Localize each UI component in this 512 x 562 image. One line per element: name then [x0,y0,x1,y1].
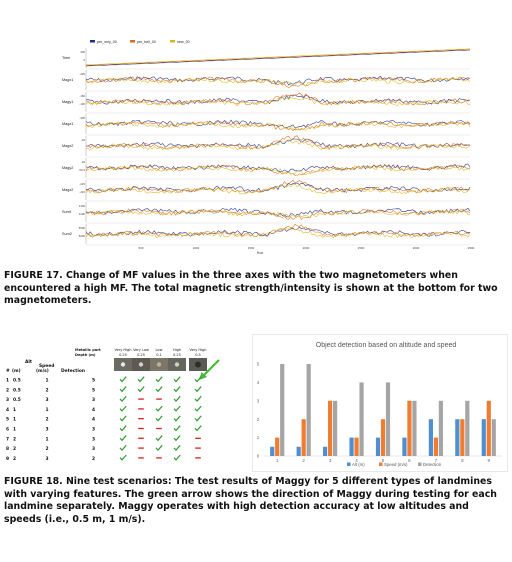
check-mark [120,445,126,450]
y-tick-label: 4 [256,380,260,385]
bar [297,447,301,456]
fig17-panel [62,136,470,157]
row-detection: 2 [91,456,95,462]
legend-label: Detection [423,461,442,467]
y-tick-label: 0 [256,453,260,459]
x-tick-label: 5 [381,458,385,463]
row-num: 9 [6,456,10,462]
legend-swatch [379,463,383,467]
x-tick-label: 9 [487,458,491,463]
check-mark [156,377,162,382]
landmine-type-label: Very Low [133,348,149,352]
panel-tick: 5000 [78,234,85,238]
header-speed-unit: (m/s) [36,369,49,374]
panel-label: Sum2 [62,232,72,236]
row-speed: 2 [45,417,49,423]
panel-label: Magx2 [62,144,74,148]
x-tick-label: 2 [302,458,305,463]
landmine-object [139,362,143,366]
bar [302,419,306,456]
panel-label: Time [62,56,71,60]
header-alt: Alt [25,360,33,365]
y-tick-label: 5 [256,361,260,367]
panel-tick: 5500 [78,226,85,230]
check-mark [174,455,180,460]
check-mark [120,406,126,411]
fig17-panel [62,48,470,69]
x-tick-label: 3000 [412,246,420,250]
landmine-type-label: Low [155,348,163,352]
row-alt: 1 [13,407,17,413]
trace-line [86,49,470,65]
check-mark [174,436,180,441]
check-mark [195,406,201,411]
x-tick-label: 6 [408,458,411,463]
panel-tick: 1400 [78,204,85,208]
bar [429,419,433,456]
check-mark [156,387,162,392]
legend-swatch [170,40,175,43]
bar [460,419,464,456]
panel-tick: 0 [83,58,85,62]
table-row [6,455,201,462]
bar [275,438,279,456]
bar [376,438,380,456]
bar [323,447,327,456]
row-num: 6 [6,427,10,433]
legend-label: new_00 [177,40,190,45]
x-tick-label: 3500 [467,246,475,250]
legend-swatch [418,463,422,467]
check-mark [156,416,162,421]
fig17-panel [62,114,470,135]
x-tick-label: 4 [355,458,358,463]
header-detection: Detection [61,369,86,374]
panel-label: Magx1 [62,78,74,82]
row-detection: 3 [91,398,95,404]
landmine-depth-label: 0.25 [173,353,181,357]
fig17-panel [62,202,470,223]
panel-label: Magz1 [62,122,74,126]
check-mark [138,377,144,382]
y-tick-label: 3 [256,398,260,404]
row-detection: 5 [91,388,95,394]
panel-label: Magz2 [62,188,74,192]
panel-tick: 200 [80,50,85,54]
row-alt: 2 [13,456,17,462]
header-alt-unit: (m) [12,369,21,374]
chart-title: Object detection based on altitude and speed [315,342,457,349]
trace-line [86,50,470,66]
row-detection: 3 [91,427,95,433]
table-row [6,416,201,423]
row-detection: 4 [91,407,95,413]
legend-swatch [90,40,95,43]
x-tick-label: 8 [461,458,464,463]
bar [407,401,411,456]
row-alt: 2 [13,437,17,443]
row-speed: 1 [45,437,49,443]
panel-tick: -190 [79,102,85,106]
header-num: # [6,369,10,374]
bar [482,419,486,456]
row-detection: 4 [91,417,95,423]
bar [465,401,469,456]
check-mark [120,436,126,441]
bar [439,401,443,456]
table-row [6,436,201,443]
panel-label: Sumf [62,210,71,214]
fig17-panel [62,224,470,245]
check-mark [120,387,126,392]
check-mark [174,426,180,431]
row-speed: 1 [45,378,49,384]
legend-label: per_bell_00 [137,40,156,45]
table-row [6,377,201,384]
check-mark [120,377,126,382]
landmine-depth-label: 0.1 [156,353,162,357]
landmine-object [121,362,125,366]
row-speed: 2 [45,447,49,453]
row-alt: 1 [13,417,17,423]
panel-tick: -305 [79,116,85,120]
x-tick-label: 500 [138,246,144,250]
panel-tick: -20 [80,138,85,142]
legend-swatch [347,463,351,467]
bar [354,438,358,456]
figure-18-results-table [5,347,245,487]
bar [328,401,332,456]
bar [455,419,459,456]
row-alt: 0.5 [13,398,21,404]
row-detection: 3 [91,447,95,453]
figure-18-bar-chart [252,334,508,472]
check-mark [156,406,162,411]
row-num: 8 [6,447,10,453]
fig17-panel [62,180,470,201]
trace-line [86,97,470,106]
legend-label: per_only_00 [97,40,117,45]
trace-line [86,49,470,65]
row-num: 2 [6,388,10,394]
table-row [6,445,201,452]
depth-header: Depth (m) [75,353,96,357]
landmine-object [157,362,161,366]
figure-18-caption: FIGURE 18. Nine test scenarios: The test results of Maggy for 5 different types of landmines with varying features. The green arrow shows the direction of Maggy during testing for each landmine separately. Maggy operates with high detection accuracy at low altitudes and speeds (i.e., 0.5 m, 1 m/s). [4,476,497,525]
check-mark [174,396,180,401]
check-mark [120,426,126,431]
bar [381,419,385,456]
y-tick-label: 1 [256,435,260,441]
bar [307,364,311,456]
row-speed: 3 [45,398,49,404]
row-alt: 2 [13,447,17,453]
row-detection: 3 [91,437,95,443]
landmine-type-label: Very High [189,348,207,352]
x-tick-label: 2000 [302,246,310,250]
landmine-object [175,362,179,366]
legend-label: Alt (m) [352,461,365,467]
trace-line [86,224,470,237]
check-mark [195,387,201,392]
bar [487,401,491,456]
panel-tick: 1200 [78,212,85,216]
trace-line [86,209,470,220]
header-speed: Speed [39,364,55,369]
table-row [6,387,201,394]
check-mark [174,416,180,421]
panel-tick: -215 [79,182,85,186]
panel-tick: -40 [80,160,85,164]
bar [270,447,274,456]
panel-tick: -210 [79,190,85,194]
landmine-type-label: Very High [114,348,132,352]
check-mark [120,455,126,460]
table-row [6,426,201,433]
check-mark [156,436,162,441]
landmine-type-label: High [172,348,182,352]
fig17-panel [62,92,470,113]
check-mark [174,387,180,392]
table-row [6,406,201,413]
figure-18-table-svg [5,347,245,487]
row-num: 3 [6,398,10,404]
table-row [6,396,201,403]
check-mark [174,406,180,411]
x-tick-label: 3 [328,458,332,463]
bar [402,438,406,456]
landmine-depth-label: 0.25 [119,353,127,357]
x-tick-label: 1000 [192,246,200,250]
check-mark [174,445,180,450]
figure-17-plot [60,37,475,259]
panel-tick: -235 [79,72,85,76]
row-num: 7 [6,437,10,443]
panel-tick: -50.5 [78,168,85,172]
x-tick-label: 2500 [357,246,365,250]
panel-label: Magy1 [62,100,74,104]
x-tick-label: 1 [275,458,279,463]
bar [412,401,416,456]
row-alt: 0.5 [13,378,21,384]
legend-label: Speed (m/s) [384,461,408,467]
fig17-legend [90,40,190,44]
bar [359,382,363,456]
bar [492,419,496,456]
panel-label: Magy2 [62,166,74,170]
x-tick-label: 7 [434,458,438,463]
row-num: 5 [6,417,10,423]
check-mark [120,396,126,401]
bar [280,364,284,456]
landmine-object [195,362,201,368]
bar [333,401,337,456]
fig17-x-axis [138,246,474,255]
x-axis-label: Row [256,251,264,255]
row-detection: 5 [91,378,95,384]
row-num: 4 [6,407,10,413]
row-speed: 2 [45,388,49,394]
row-speed: 1 [45,407,49,413]
check-mark [195,416,201,421]
bar [434,438,438,456]
check-mark [156,445,162,450]
panel-tick: -160 [79,94,85,98]
check-mark [195,396,201,401]
bar [386,382,390,456]
legend-swatch [130,40,135,43]
row-speed: 3 [45,427,49,433]
figure-17-svg [60,37,475,259]
landmine-depth-label: 0.25 [137,353,145,357]
check-mark [138,387,144,392]
check-mark [195,426,201,431]
row-num: 1 [6,378,10,384]
figure-17-caption: FIGURE 17. Change of MF values in the three axes with the two magnetometers when encountered a high MF. The total magnetic strength/intensity is shown at the bottom for two magnetometers. [4,270,498,307]
bar [349,438,353,456]
metal-header: Metallic part [75,348,101,352]
check-mark [174,377,180,382]
fig17-panel [62,158,470,179]
row-alt: 0.5 [13,388,21,394]
y-tick-label: 2 [256,416,260,422]
landmine-depth-label: 0.5 [195,353,201,357]
fig17-panel [62,70,470,91]
x-tick-label: 1500 [247,246,255,250]
figure-18-chart-svg [252,334,508,472]
row-alt: 1 [13,427,17,433]
check-mark [120,416,126,421]
row-speed: 3 [45,456,49,462]
